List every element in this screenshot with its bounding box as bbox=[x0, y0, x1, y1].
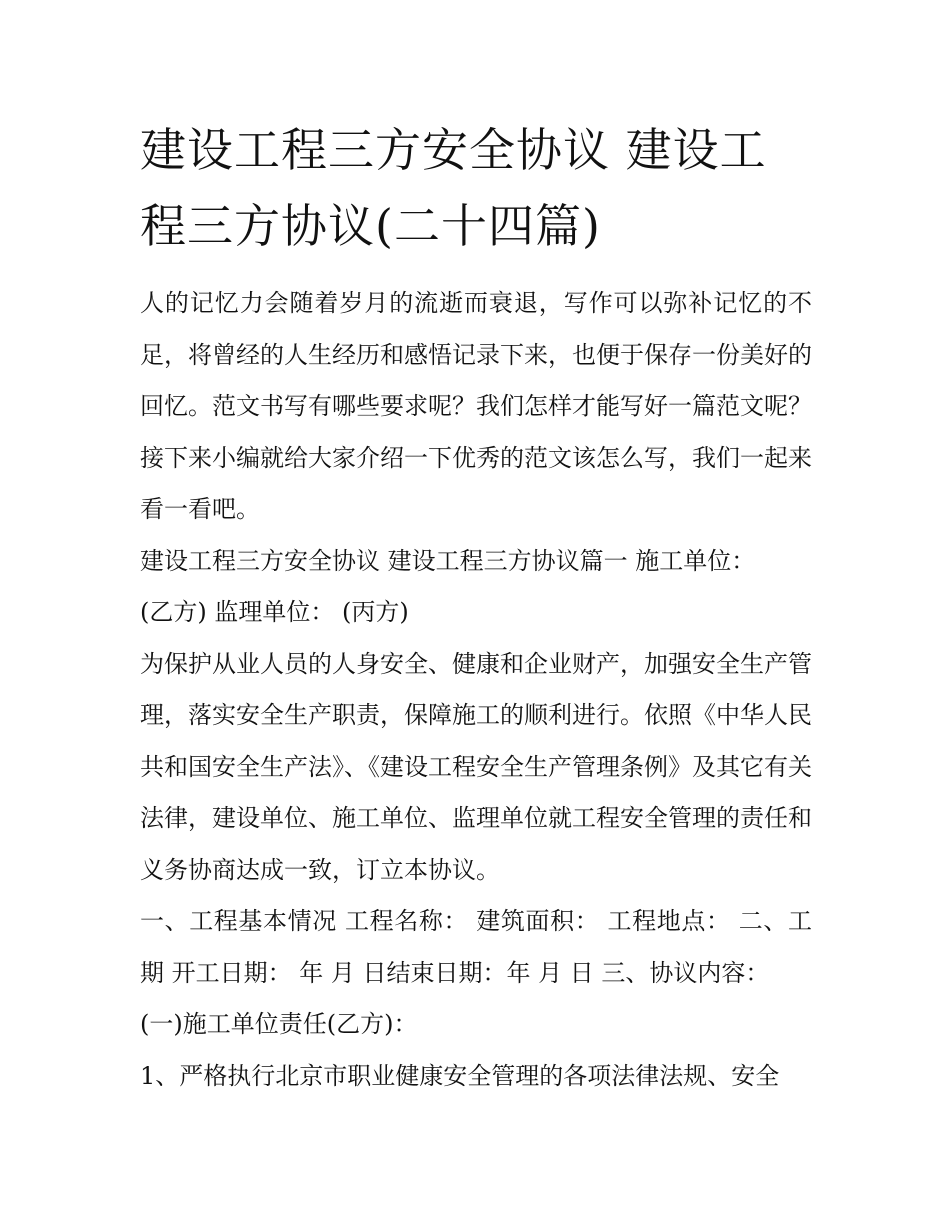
paragraph-contractor-responsibility-heading: (一)施工单位责任(乙方)： bbox=[140, 1010, 418, 1038]
paragraph-intro: 人的记忆力会随着岁月的流逝而衰退，写作可以弥补记忆的不足，将曾经的人生经历和感悟记录下来，也便于保存一份美好的回忆。范文书写有哪些要求呢？我们怎样才能写好一篇范文呢？接下来小编就给大家介绍一下优秀的范文该怎么写，我们一起来看一看吧。 bbox=[140, 289, 812, 523]
paragraph-agreement-heading: 建设工程三方安全协议 建设工程三方协议篇一 施工单位： bbox=[140, 546, 756, 575]
document-title: 建设工程三方安全协议 建设工程三方协议(二十四篇) bbox=[140, 123, 767, 253]
paragraph-project-info: 一、工程基本情况 工程名称： 建筑面积： 工程地点： 二、工期 开工日期： 年 月 日结束日期：年 月 日 三、协议内容： bbox=[140, 907, 812, 987]
paragraph-parties: (乙方) 监理单位： (丙方) bbox=[140, 598, 409, 626]
document-body bbox=[140, 278, 812, 1102]
paragraph-clause-1: 1、严格执行北京市职业健康安全管理的各项法律法规、安全 bbox=[140, 1061, 780, 1090]
document-page bbox=[140, 112, 812, 1102]
paragraph-purpose: 为保护从业人员的人身安全、健康和企业财产，加强安全生产管理，落实安全生产职责，保障施工的顺利进行。依照《中华人民共和国安全生产法》、《建设工程安全生产管理条例》及其它有关法律，建设单位、施工单位、监理单位就工程安全管理的责任和义务协商达成一致，订立本协议。 bbox=[140, 649, 812, 884]
